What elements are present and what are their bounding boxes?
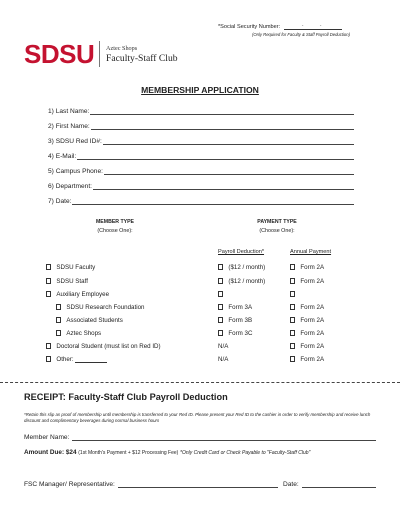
date-field (48, 196, 354, 205)
org-line-2: Faculty-Staff Club (106, 52, 178, 64)
field-label: 7) Date: (48, 198, 72, 205)
payment-type-sub: (Choose One): (259, 228, 295, 234)
payroll-option[interactable]: Form 3C (218, 330, 252, 337)
checkbox[interactable] (218, 278, 223, 283)
amount-note: *Only Credit Card or Check Payable to "Faculty-Staff Club" (180, 450, 311, 456)
member-option[interactable]: Auxiliary Employee (46, 291, 109, 298)
checkbox[interactable] (218, 291, 223, 296)
checkbox[interactable] (46, 264, 51, 269)
payroll-option[interactable]: ($12 / month) (218, 264, 265, 271)
amount-detail: (1st Month's Payment + $12 Processing Fee) (78, 450, 179, 456)
payroll-option[interactable]: ($12 / month) (218, 278, 265, 285)
member-option[interactable]: SDSU Staff (46, 278, 88, 285)
member-type-heading: MEMBER TYPE (95, 219, 135, 225)
email-input[interactable] (77, 152, 354, 160)
receipt-date-label: Date: (283, 481, 299, 488)
annual-option[interactable]: Form 2A (290, 278, 324, 285)
annual-payment-header: Annual Payment (290, 249, 332, 255)
field-label: 2) First Name: (48, 123, 90, 130)
manager-label: FSC Manager/ Representative: (24, 481, 115, 488)
org-name (106, 45, 178, 64)
checkbox[interactable] (56, 330, 61, 335)
field-label: 5) Campus Phone: (48, 168, 103, 175)
annual-option[interactable]: Form 2A (290, 304, 324, 311)
logo (24, 38, 178, 70)
checkbox[interactable] (218, 304, 223, 309)
annual-option[interactable]: Form 2A (290, 264, 324, 271)
member-option[interactable]: SDSU Faculty (46, 264, 95, 271)
payroll-option[interactable]: Form 3A (218, 304, 252, 311)
amount-value: $24 (65, 449, 77, 456)
payroll-option[interactable] (218, 291, 228, 298)
other-input[interactable] (75, 357, 107, 363)
member-option[interactable]: Associated Students (56, 317, 123, 324)
payroll-deduction-header: Payroll Deduction* (218, 249, 265, 255)
annual-option[interactable] (290, 291, 300, 298)
field-label: 1) Last Name: (48, 108, 90, 115)
checkbox[interactable] (218, 330, 223, 335)
checkbox[interactable] (46, 356, 51, 361)
checkbox[interactable] (290, 317, 295, 322)
payroll-option[interactable]: Form 3B (218, 317, 252, 324)
checkbox[interactable] (56, 304, 61, 309)
manager-field (24, 480, 278, 488)
email-field (48, 151, 354, 160)
amount-due (24, 449, 310, 456)
checkbox[interactable] (290, 291, 295, 296)
ssn-field (218, 23, 342, 30)
annual-option[interactable]: Form 2A (290, 343, 324, 350)
member-type-sub: (Choose One): (97, 228, 133, 234)
amount-label: Amount Due: (24, 449, 65, 456)
receipt-note: *Retain this slip as proof of membership until membership is transferred to your Red ID. Please present your Red ID to the cashier in order to verify membership and receive lunch discount and complimentary beverages during normal business hours (24, 412, 371, 424)
receipt-date-field (283, 480, 376, 488)
logo-separator (99, 41, 100, 67)
first-name-input[interactable] (91, 122, 354, 130)
checkbox[interactable] (46, 291, 51, 296)
ssn-dash-2: - (319, 23, 322, 29)
checkbox[interactable] (290, 304, 295, 309)
checkbox[interactable] (290, 278, 295, 283)
member-name-label: Member Name: (24, 434, 70, 441)
checkbox[interactable] (290, 330, 295, 335)
org-line-1: Aztec Shops (106, 44, 138, 52)
last-name-field (48, 106, 354, 115)
ssn-input[interactable] (284, 23, 342, 30)
campus-phone-field (48, 166, 354, 175)
member-name-field (24, 433, 376, 441)
checkbox[interactable] (46, 343, 51, 348)
payroll-na: N/A (218, 343, 229, 350)
red-id-field (48, 136, 354, 145)
ssn-dash-1: - (301, 23, 304, 29)
ssn-label: *Social Security Number: (218, 24, 281, 30)
member-option[interactable]: Aztec Shops (56, 330, 101, 337)
field-label: 6) Department: (48, 183, 92, 190)
checkbox[interactable] (46, 278, 51, 283)
payment-type-heading: PAYMENT TYPE (257, 219, 297, 225)
first-name-field (48, 121, 354, 130)
field-label: 3) SDSU Red ID#: (48, 138, 102, 145)
member-option[interactable]: SDSU Research Foundation (56, 304, 144, 311)
last-name-input[interactable] (90, 107, 354, 115)
annual-option[interactable]: Form 2A (290, 330, 324, 337)
checkbox[interactable] (290, 343, 295, 348)
department-field (48, 181, 354, 190)
page-title: MEMBERSHIP APPLICATION (141, 85, 259, 95)
checkbox[interactable] (290, 264, 295, 269)
member-option[interactable]: Doctoral Student (must list on Red ID) (46, 343, 161, 350)
cut-line-divider (0, 382, 400, 383)
payroll-na: N/A (218, 356, 229, 363)
checkbox[interactable] (218, 264, 223, 269)
ssn-note: (Only Required for Faculty & Staff Payroll Deduction) (252, 32, 350, 37)
annual-option[interactable]: Form 2A (290, 356, 324, 363)
receipt-date-input[interactable] (302, 480, 376, 488)
annual-option[interactable]: Form 2A (290, 317, 324, 324)
checkbox[interactable] (56, 317, 61, 322)
campus-phone-input[interactable] (104, 167, 354, 175)
manager-input[interactable] (118, 480, 278, 488)
field-label: 4) E-Mail: (48, 153, 77, 160)
receipt-title: RECEIPT: Faculty-Staff Club Payroll Deduction (24, 392, 228, 402)
checkbox[interactable] (218, 317, 223, 322)
member-option[interactable]: Other: (46, 356, 107, 363)
red-id-input[interactable] (103, 137, 354, 145)
logo-text: SDSU (24, 38, 95, 69)
date-input[interactable] (72, 197, 354, 205)
member-name-input[interactable] (72, 433, 376, 441)
department-input[interactable] (93, 182, 354, 190)
checkbox[interactable] (290, 356, 295, 361)
